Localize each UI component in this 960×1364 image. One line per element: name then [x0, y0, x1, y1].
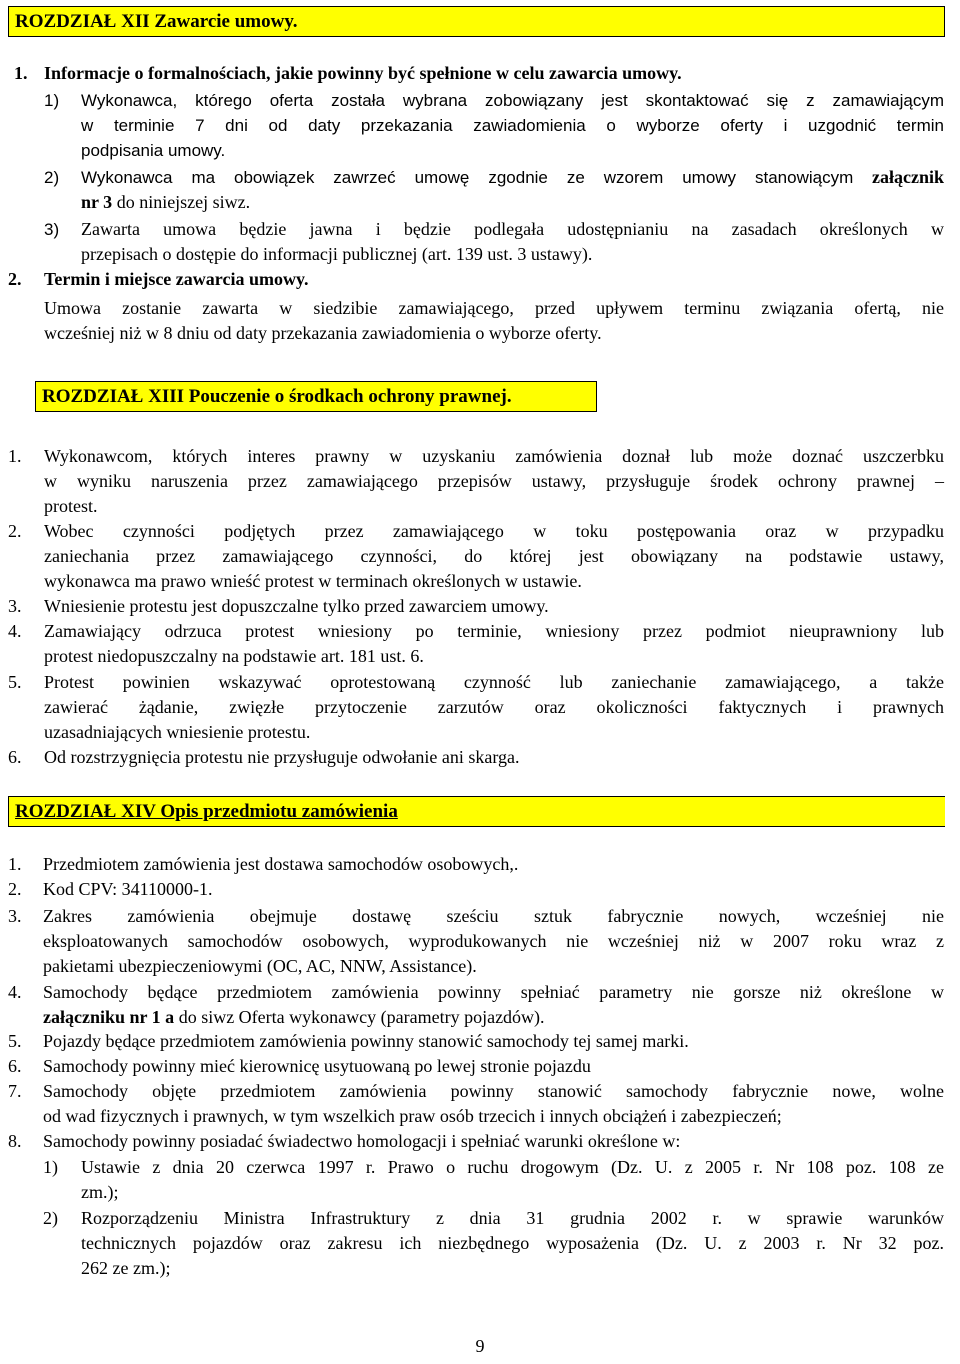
c13-item-5	[8, 670, 944, 745]
c12-sub2-line2-bold: nr 3	[81, 192, 113, 212]
c14-item-5	[8, 1029, 944, 1054]
c12-item2-title: Termin i miejsce zawarcia umowy.	[44, 269, 309, 289]
c13-item-3-number: 3.	[8, 596, 22, 616]
c12-sub3-line1: Zawarta umowa będzie jawna i będzie podlegała udostępnianiu na zasadach określonych w	[81, 219, 944, 239]
c14-item-8-number: 8.	[8, 1131, 22, 1151]
c14-item-4-number: 4.	[8, 982, 22, 1002]
c14-item-2	[8, 877, 944, 902]
c14-item-4	[8, 980, 944, 1030]
page-number: 9	[475, 1336, 485, 1356]
c12-sub3	[44, 217, 944, 267]
c14-item-7-line1: Samochody objęte przedmiotem zamówienia powinny stanowić samochody fabrycznie nowe, wolne	[43, 1081, 944, 1101]
c13-item-3-line1: Wniesienie protestu jest dopuszczalne tylko przed zawarciem umowy.	[44, 596, 549, 616]
c14-item-7	[8, 1079, 944, 1129]
c13-item-6-line1: Od rozstrzygnięcia protestu nie przysługuje odwołanie ani skarga.	[44, 747, 520, 767]
c14-item-5-number: 5.	[8, 1031, 22, 1051]
c13-item-4-line2: protest niedopuszczalny na podstawie art. 181 ust. 6.	[44, 646, 424, 666]
c12-sub2-line1-bold: załącznik	[872, 167, 944, 187]
c14-subitem-1-line1: Ustawie z dnia 20 czerwca 1997 r. Prawo o ruchu drogowym (Dz. U. z 2005 r. Nr 108 poz. 108 ze	[81, 1157, 944, 1177]
c12-sub2-line2: do niniejszej siwz.	[116, 192, 251, 212]
c14-item-5-line1: Pojazdy będące przedmiotem zamówienia powinny stanowić samochody tej samej marki.	[43, 1031, 689, 1051]
c13-item-4-number: 4.	[8, 621, 22, 641]
c13-item-4-line1: Zamawiający odrzuca protest wniesiony po terminie, wniesiony przez podmiot nieuprawniony lub	[44, 621, 944, 641]
c13-item-1-line2: w wyniku naruszenia przez zamawiającego przepisów ustawy, przysługuje środek ochrony prawnej –	[44, 471, 944, 491]
c13-item-5-line1: Protest powinien wskazywać oprotestowaną czynność lub zaniechanie zamawiającego, a także	[44, 672, 944, 692]
c12-sub1-number: 1)	[44, 91, 60, 110]
c13-item-2-line1: Wobec czynności podjętych przez zamawiającego w toku postępowania oraz w przypadku	[44, 521, 944, 541]
c13-item-5-number: 5.	[8, 672, 22, 692]
c13-item-5-line2: zawierać żądanie, zwięzłe przytoczenie zarzutów oraz okoliczności faktycznych i prawnych	[44, 697, 944, 717]
c14-item-2-line1: Kod CPV: 34110000-1.	[43, 879, 213, 899]
c12-sub2	[44, 165, 944, 215]
c14-item-6	[8, 1054, 944, 1079]
c13-item-1-line3: protest.	[44, 496, 98, 516]
c13-item-6-number: 6.	[8, 747, 22, 767]
c13-item-1	[8, 444, 944, 519]
c12-sub2-line1: Wykonawca ma obowiązek zawrzeć umowę zgodnie ze wzorem umowy stanowiącym	[81, 168, 854, 187]
c13-item-2-number: 2.	[8, 521, 22, 541]
c14-subitem-2-line3: 262 ze zm.);	[81, 1258, 171, 1278]
c12-item1-title: Informacje o formalnościach, jakie powinny być spełnione w celu zawarcia umowy.	[44, 63, 682, 83]
c14-item-8	[8, 1129, 944, 1154]
c14-subitem-1-number: 1)	[43, 1157, 58, 1177]
c13-item-1-line1: Wykonawcom, których interes prawny w uzyskaniu zamówienia doznał lub może doznać uszczerbku	[44, 446, 944, 466]
c13-item-6	[8, 745, 944, 770]
c14-item-3-number: 3.	[8, 906, 22, 926]
c14-item-1	[8, 852, 944, 877]
chapter-13-header: ROZDZIAŁ XIII Pouczenie o środkach ochrony prawnej.	[35, 381, 597, 412]
c14-item-6-number: 6.	[8, 1056, 22, 1076]
c14-subitem-2	[43, 1206, 944, 1281]
c14-item-7-number: 7.	[8, 1081, 22, 1101]
c14-item-7-line2: od wad fizycznych i prawnych, w tym wszelkich praw osób trzecich i innych obciążeń i zabezpieczeń;	[43, 1106, 782, 1126]
c14-item-3-line1: Zakres zamówienia obejmuje dostawę sześciu sztuk fabrycznie nowych, wcześniej nie	[43, 906, 944, 926]
c12-sub3-number: 3)	[44, 220, 60, 239]
chapter-12-header: ROZDZIAŁ XII Zawarcie umowy.	[8, 6, 945, 37]
c13-item-2-line2: zaniechania przez zamawiającego czynności, do której jest obowiązany na podstawie ustawy,	[44, 546, 944, 566]
c12-sub1-line2: w terminie 7 dni od daty przekazania zawiadomienia o wyborze oferty i uzgodnić termin	[81, 116, 944, 135]
c14-item-4-line2: do siwz Oferta wykonawcy (parametry pojazdów).	[178, 1007, 545, 1027]
c14-subitem-2-line1: Rozporządzeniu Ministra Infrastruktury z dnia 31 grudnia 2002 r. w sprawie warunków	[81, 1208, 944, 1228]
c14-item-8-line1: Samochody powinny posiadać świadectwo homologacji i spełniać warunki określone w:	[43, 1131, 681, 1151]
c12-item2-text-line1: Umowa zostanie zawarta w siedzibie zamawiającego, przed upływem terminu związania ofertą, nie	[44, 298, 944, 318]
c14-item-3-line3: pakietami ubezpieczeniowymi (OC, AC, NNW, Assistance).	[43, 956, 477, 976]
c13-item-5-line3: uzasadniających wniesienie protestu.	[44, 722, 311, 742]
c12-sub3-line2: przepisach o dostępie do informacji publicznej (art. 139 ust. 3 ustawy).	[81, 244, 593, 264]
c12-sub1	[44, 88, 944, 163]
c14-subitem-2-number: 2)	[43, 1208, 58, 1228]
c14-item-3-line2: eksploatowanych samochodów osobowych, wyprodukowanych nie wcześniej niż w 2007 roku wraz z	[43, 931, 944, 951]
c13-item-4	[8, 619, 944, 669]
c12-sub1-line3: podpisania umowy.	[81, 141, 226, 160]
c13-item-1-number: 1.	[8, 446, 22, 466]
c14-item-1-number: 1.	[8, 854, 22, 874]
c12-sub2-number: 2)	[44, 168, 60, 187]
c14-subitem-1	[43, 1155, 944, 1205]
c12-item2-number: 2.	[8, 269, 22, 289]
c14-item-4-line1: Samochody będące przedmiotem zamówienia powinny spełniać parametry nie gorsze niż określone w	[43, 982, 944, 1002]
c12-item2-text	[44, 296, 944, 346]
c14-subitem-1-line2: zm.);	[81, 1182, 119, 1202]
c14-item-2-number: 2.	[8, 879, 22, 899]
c12-sub1-line1: Wykonawca, którego oferta została wybrana zobowiązany jest skontaktować się z zamawiającym	[81, 91, 944, 110]
c14-item-3	[8, 904, 944, 979]
c13-item-3	[8, 594, 944, 619]
c12-item2-text-line2: wcześniej niż w 8 dniu od daty przekazania zawiadomienia o wyborze oferty.	[44, 323, 602, 343]
c13-item-2-line3: wykonawca ma prawo wnieść protest w terminach określonych w ustawie.	[44, 571, 582, 591]
c14-item-1-line1: Przedmiotem zamówienia jest dostawa samochodów osobowych,.	[43, 854, 519, 874]
c14-item-4-line2-bold: załączniku nr 1 a	[43, 1007, 175, 1027]
c14-subitem-2-line2: technicznych pojazdów oraz zakresu ich niezbędnego wyposażenia (Dz. U. z 2003 r. Nr 32 poz.	[81, 1233, 944, 1253]
c13-item-2	[8, 519, 944, 594]
c12-item1-number: 1.	[14, 63, 28, 83]
c14-item-6-line1: Samochody powinny mieć kierownicę usytuowaną po lewej stronie pojazdu	[43, 1056, 591, 1076]
chapter-14-header: ROZDZIAŁ XIV Opis przedmiotu zamówienia	[8, 796, 945, 827]
